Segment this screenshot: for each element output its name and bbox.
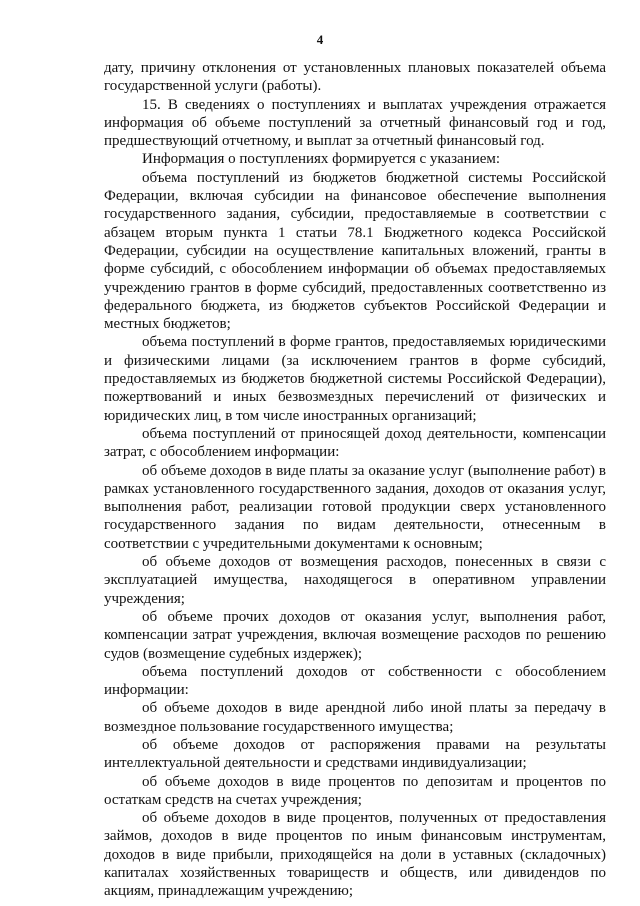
document-body xyxy=(104,59,606,901)
paragraph: об объеме доходов в виде процентов по депозитам и процентов по остаткам средств на счетах учреждения; xyxy=(104,773,606,808)
paragraph: объема поступлений в форме грантов, предоставляемых юридическими и физическими лицами (за исключением грантов в форме субсидий, предоставляемых из бюджетов бюджетной системы Российской Федерации), пожертвований и иных безвозмездных перечислений от физических и юридических лиц, в том числе иностранных организаций; xyxy=(104,334,606,424)
paragraph: об объеме прочих доходов от оказания услуг, выполнения работ, компенсации затрат учреждения, включая возмещение расходов по решению судов (возмещение судебных издержек); xyxy=(104,608,606,662)
paragraph: объема поступлений от приносящей доход деятельности, компенсации затрат, с обособлением информации: xyxy=(104,425,606,461)
paragraph: Информация о поступлениях формируется с указанием: xyxy=(142,151,501,168)
paragraph: об объеме доходов от возмещения расходов, понесенных в связи с эксплуатацией имущества, находящегося в оперативном управлении учреждения; xyxy=(104,554,606,607)
paragraph: 15. В сведениях о поступлениях и выплатах учреждения отражается информация об объеме поступлений за отчетный финансовый год и год, предшествующий отчетному, и выплат за отчетный финансовый год. xyxy=(104,96,606,150)
paragraph: об объеме доходов в виде процентов, полученных от предоставления займов, доходов в виде процентов по иным финансовым инструментам, доходов в виде прибыли, приходящейся на доли в уставных (складочных) капиталах хозяйственных товариществ и обществ, или дивидендов по акциям, принадлежащим учреждению; xyxy=(104,810,606,900)
paragraph: объема поступлений доходов от собственности с обособлением информации: xyxy=(104,663,606,699)
page-number: 4 xyxy=(316,32,324,47)
paragraph: об объеме доходов в виде платы за оказание услуг (выполнение работ) в рамках установленного государственного задания, доходов от оказания услуг, выполнения работ, реализации готовой продукции сверх установленного государственного задания по видам деятельности, отнесенным в соответствии с учредительными документами к основным; xyxy=(104,462,606,552)
paragraph: дату, причину отклонения от установленных плановых показателей объема государственной услуги (работы). xyxy=(104,60,606,95)
paragraph: об объеме доходов от распоряжения правами на результаты интеллектуальной деятельности и средствами индивидуализации; xyxy=(104,736,606,772)
paragraph: об объеме доходов в виде арендной либо иной платы за передачу в возмездное пользование государственного имущества; xyxy=(104,700,606,735)
paragraph: объема поступлений из бюджетов бюджетной системы Российской Федерации, включая субсидии на финансовое обеспечение выполнения государственного задания, субсидии, предоставляемые в соответствии с абзацем вторым пункта 1 статьи 78.1 Бюджетного кодекса Российской Федерации, субсидии на осуществление капитальных вложений, гранты в форме субсидий, с обособлением информации об объемах предоставляемых учреждению грантов в форме субсидий, предоставленных соответственно из федерального бюджета, из бюджетов субъектов Российской Федерации и местных бюджетов; xyxy=(104,169,606,333)
